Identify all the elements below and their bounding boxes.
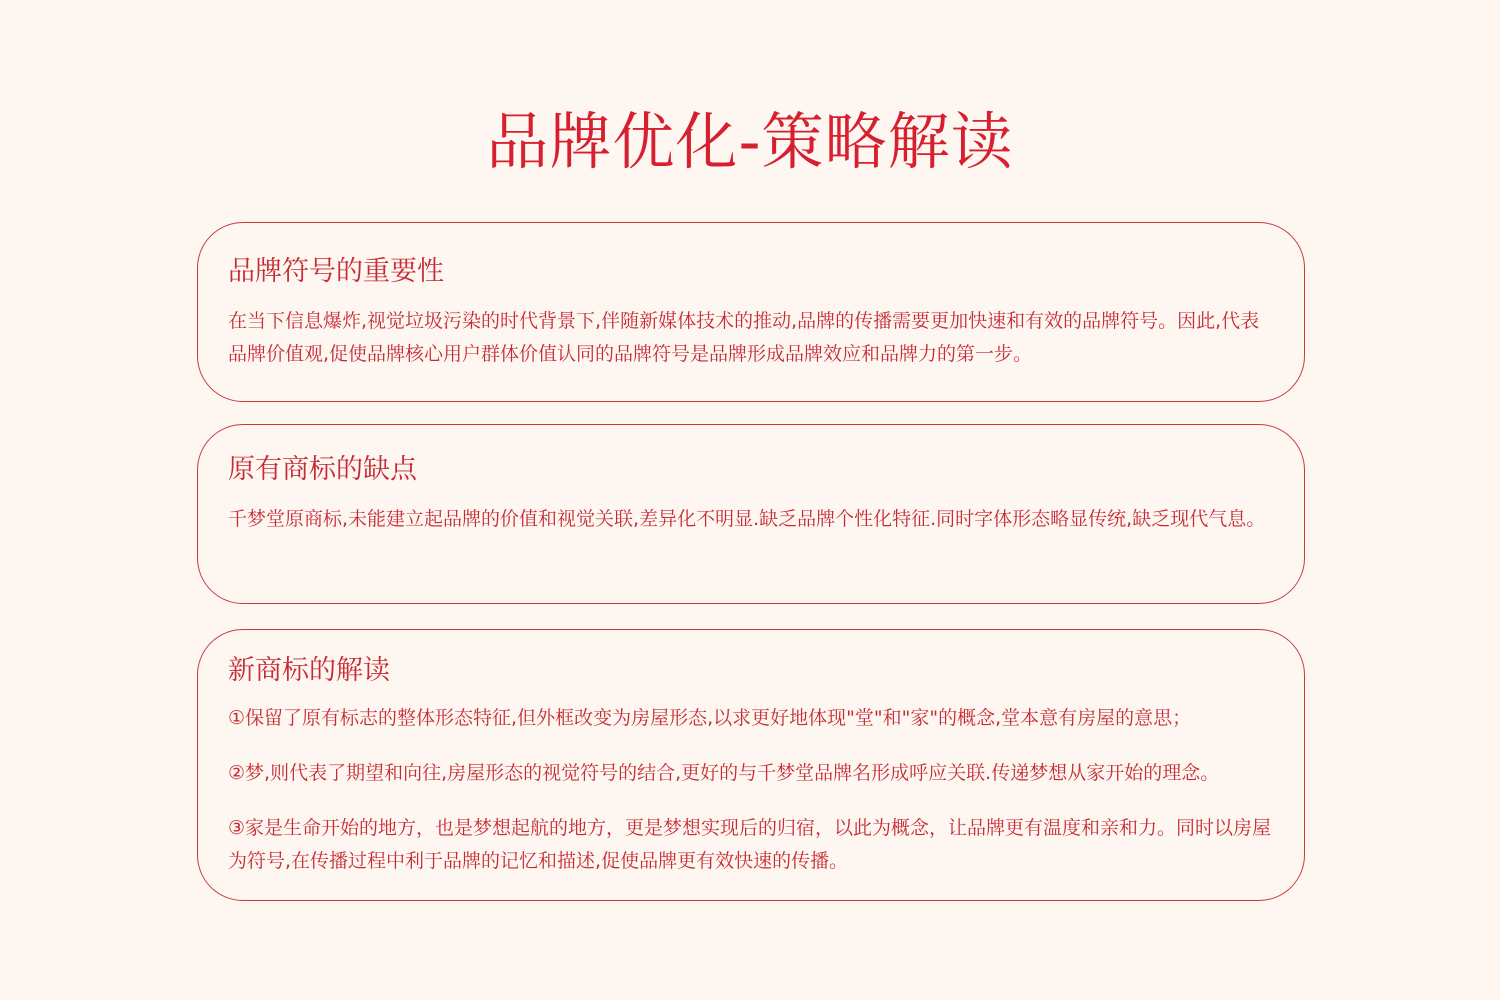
section-paragraph: 千梦堂原商标,未能建立起品牌的价值和视觉关联,差异化不明显.缺乏品牌个性化特征.同时字体形态略显传统,缺乏现代气息。 — [228, 508, 1266, 530]
section-brand-symbol-importance — [197, 222, 1305, 402]
section-new-logo-interpretation — [197, 629, 1305, 901]
section-heading: 新商标的解读 — [228, 655, 390, 686]
section-paragraph: ①保留了原有标志的整体形态特征,但外框改变为房屋形态,以求更好地体现"堂"和"家"的概念,堂本意有房屋的意思； — [228, 707, 1192, 729]
page-title: 品牌优化-策略解读 — [486, 105, 1014, 178]
section-paragraph: ②梦,则代表了期望和向往,房屋形态的视觉符号的结合,更好的与千梦堂品牌名形成呼应关联.传递梦想从家开始的理念。 — [228, 762, 1220, 784]
section-heading: 原有商标的缺点 — [228, 454, 417, 485]
section-heading: 品牌符号的重要性 — [228, 256, 444, 287]
section-paragraph: 在当下信息爆炸,视觉垃圾污染的时代背景下,伴随新媒体技术的推动,品牌的传播需要更加快速和有效的品牌符号。因此,代表品牌价值观,促使品牌核心用户群体价值认同的品牌符号是品牌形成品牌效应和品牌力的第一步。 — [228, 310, 1260, 365]
section-paragraph: ③家是生命开始的地方，也是梦想起航的地方，更是梦想实现后的归宿，以此为概念，让品牌更有温度和亲和力。同时以房屋为符号,在传播过程中利于品牌的记忆和描述,促使品牌更有效快速的传播。 — [228, 817, 1272, 872]
section-old-logo-drawbacks — [197, 424, 1305, 604]
